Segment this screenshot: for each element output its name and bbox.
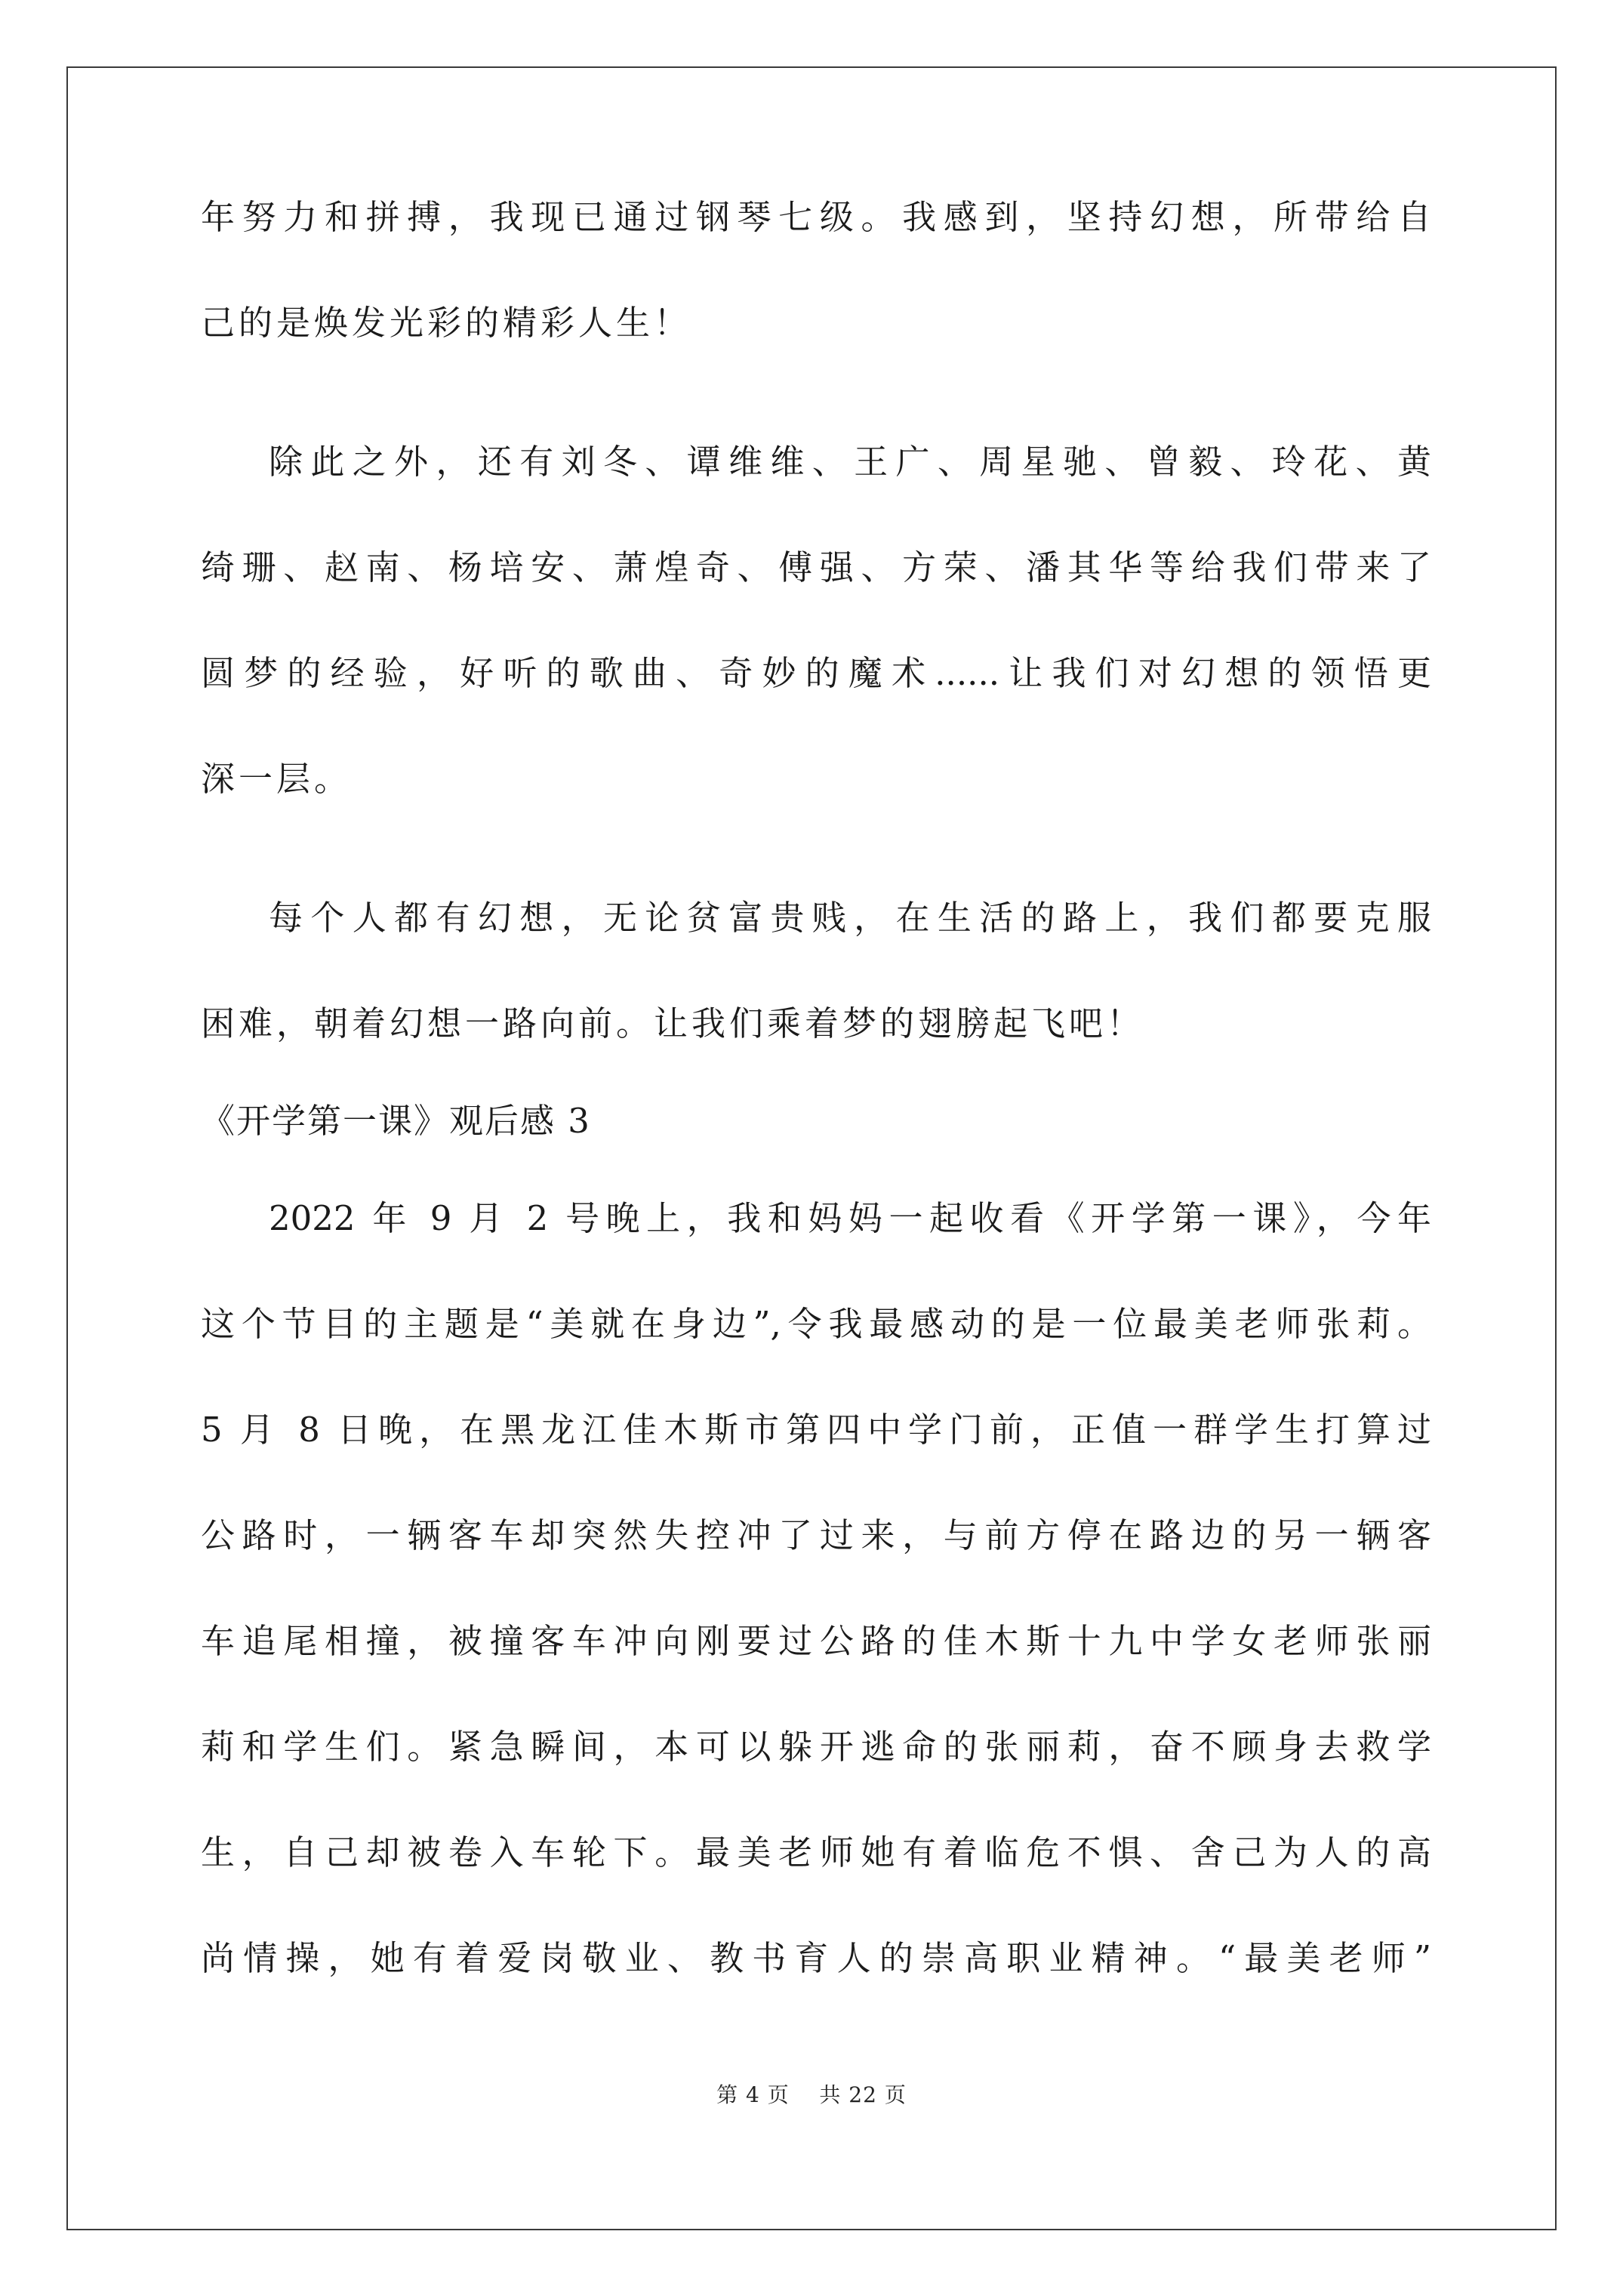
section-heading: 《开学第一课》观后感 3: [201, 1101, 591, 1141]
paragraph-line: 每个人都有幻想，无论贫富贵贱，在生活的路上，我们都要克服: [269, 898, 1431, 938]
paragraph-line: 己的是焕发光彩的精彩人生！: [201, 303, 692, 343]
paragraph-line: 除此之外，还有刘冬、谭维维、王广、周星驰、曾毅、玲花、黄: [269, 442, 1431, 482]
paragraph-line: 困难，朝着幻想一路向前。让我们乘着梦的翅膀起飞吧！: [201, 1003, 1145, 1043]
paragraph-line: 5 月 8 日晚，在黑龙江佳木斯市第四中学门前，正值一群学生打算过: [201, 1410, 1431, 1450]
paragraph-line: 年努力和拼搏，我现已通过钢琴七级。我感到，坚持幻想，所带给自: [201, 197, 1431, 237]
paragraph-line: 这个节目的主题是“美就在身边”,令我最感动的是一位最美老师张莉。: [201, 1304, 1431, 1344]
paragraph-line: 生，自己却被卷入车轮下。最美老师她有着临危不惧、舍己为人的高: [201, 1832, 1431, 1872]
paragraph-line: 绮珊、赵南、杨培安、萧煌奇、傅强、方荣、潘其华等给我们带来了: [201, 547, 1431, 587]
page-border: [66, 66, 1557, 2230]
paragraph-line: 公路时，一辆客车却突然失控冲了过来，与前方停在路边的另一辆客: [201, 1515, 1431, 1555]
paragraph-line: 莉和学生们。紧急瞬间，本可以躲开逃命的张丽莉，奋不顾身去救学: [201, 1727, 1431, 1767]
paragraph-line: 圆梦的经验，好听的歌曲、奇妙的魔术......让我们对幻想的领悟更: [201, 653, 1431, 693]
page-number: 第 4 页: [716, 2082, 790, 2107]
paragraph-line: 深一层。: [201, 759, 353, 799]
page-footer: [0, 2080, 1623, 2110]
paragraph-line: 尚情操，她有着爱岗敬业、教书育人的崇高职业精神。“最美老师”: [201, 1938, 1431, 1978]
page-total: 共 22 页: [819, 2082, 907, 2107]
paragraph-line: 车追尾相撞，被撞客车冲向刚要过公路的佳木斯十九中学女老师张丽: [201, 1621, 1431, 1661]
paragraph-line: 2022 年 9 月 2 号晚上，我和妈妈一起收看《开学第一课》，今年: [269, 1198, 1431, 1238]
